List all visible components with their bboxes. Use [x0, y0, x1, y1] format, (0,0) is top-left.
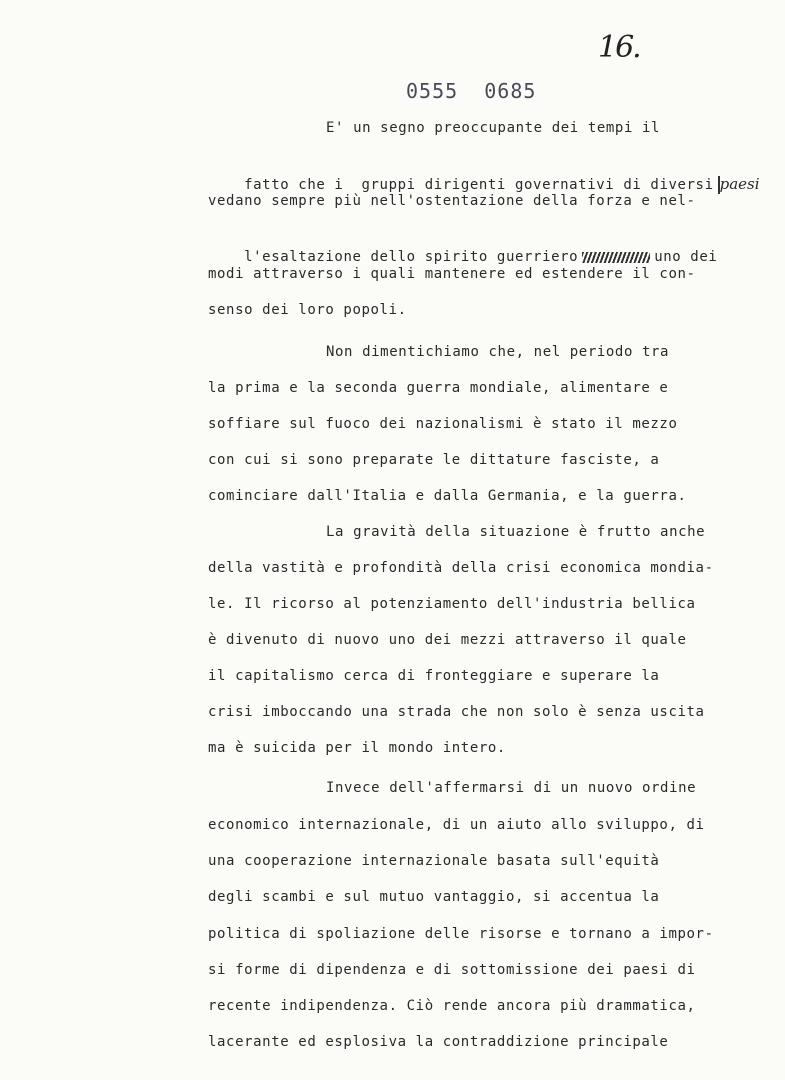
handwritten-insert: paesi	[719, 175, 760, 193]
text-segment: uno dei	[654, 249, 718, 265]
text-line: della vastità e profondità della crisi economica mondia-	[208, 560, 714, 576]
text-line: E' un segno preoccupante dei tempi il	[326, 120, 661, 136]
text-line: vedano sempre più nell'ostentazione della forza e nel-	[208, 193, 696, 209]
text-line: ma è suicida per il mondo intero.	[208, 740, 506, 756]
text-line: La gravità della situazione è frutto anche	[326, 524, 706, 540]
text-line: recente indipendenza. Ciò rende ancora più drammatica,	[208, 998, 696, 1014]
text-line: economico internazionale, di un aiuto allo sviluppo, di	[208, 817, 705, 833]
text-line: modi attraverso i quali mantenere ed estendere il con-	[208, 266, 696, 282]
text-line: politica di spoliazione delle risorse e tornano a impor-	[208, 926, 714, 942]
text-line: cominciare dall'Italia e dalla Germania, e la guerra.	[208, 488, 687, 504]
text-line: crisi imboccando una strada che non solo è senza uscita	[208, 704, 705, 720]
page-number: 16.	[598, 30, 640, 65]
text-line: è divenuto di nuovo uno dei mezzi attraverso il quale	[208, 632, 687, 648]
text-line: soffiare sul fuoco dei nazionalismi è stato il mezzo	[208, 416, 678, 432]
text-segment: l'esaltazione dello spirito guerriero	[244, 249, 579, 265]
text-line: una cooperazione internazionale basata sull'equità	[208, 853, 660, 869]
text-line: si forme di dipendenza e di sottomissione dei paesi di	[208, 962, 696, 978]
text-line: lacerante ed esplosiva la contraddizione principale	[208, 1034, 669, 1050]
struck-out-word	[582, 252, 650, 263]
text-segment: fatto che i gruppi dirigenti governativi di diversi	[244, 177, 714, 193]
text-line: Invece dell'affermarsi di un nuovo ordine	[326, 780, 697, 796]
text-line: le. Il ricorso al potenziamento dell'industria bellica	[208, 596, 696, 612]
document-code: 0555 0685	[406, 79, 537, 103]
text-line: con cui si sono preparate le dittature fasciste, a	[208, 452, 660, 468]
text-line: senso dei loro popoli.	[208, 302, 407, 318]
text-line: il capitalismo cerca di fronteggiare e superare la	[208, 668, 660, 684]
text-line: degli scambi e sul mutuo vantaggio, si accentua la	[208, 889, 660, 905]
text-line: la prima e la seconda guerra mondiale, alimentare e	[208, 380, 669, 396]
text-line: Non dimentichiamo che, nel periodo tra	[326, 344, 670, 360]
